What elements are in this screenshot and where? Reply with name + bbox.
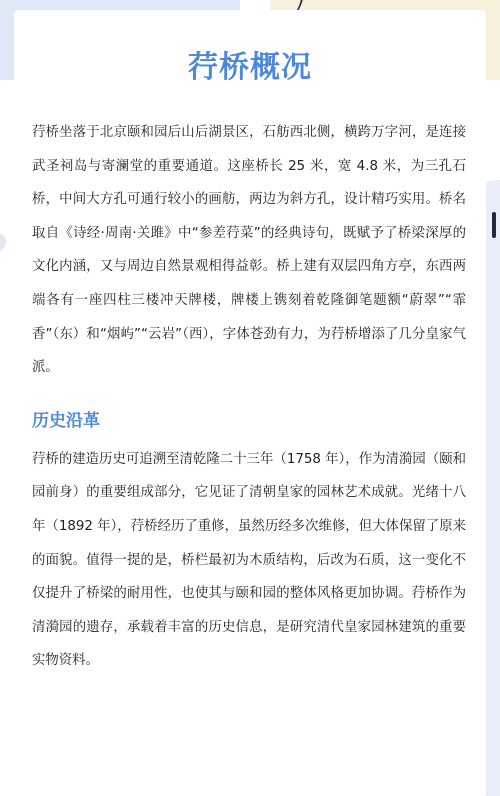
page-title: 荇桥概况 (188, 50, 312, 85)
intro-paragraph: 荇桥坐落于北京颐和园后山后湖景区，石舫西北侧，横跨万字河，是连接武圣祠岛与寄澜堂的重要通道。这座桥长 25 米，宽 4.8 米，为三孔石桥，中间大方孔可通行较小的画舫，两边为斜方孔，设计精巧实用。桥名取自《诗经·周南·关雎》中“参差荇菜”的经典诗句，既赋予了桥梁深厚的文化内涵，又与周边自然景观相得益彰。桥上建有双层四角方亭，东西两端各有一座四柱三楼冲天牌楼，牌楼上镌刻着乾隆御笔题额“蔚翠”“霏香”（东）和“烟屿”“云岩”（西），字体苍劲有力，为荇桥增添了几分皇家气派。 (32, 125, 466, 376)
decor-dark-mark (492, 212, 496, 238)
history-heading: 历史沿革 (32, 410, 100, 431)
history-paragraph: 荇桥的建造历史可追溯至清乾隆二十三年（1758 年），作为清漪园（颐和园前身）的重要组成部分，它见证了清朝皇家的园林艺术成就。光绪十八年（1892 年），荇桥经历了重修，虽然历经多次维修，但大体保留了原来的面貌。值得一提的是，桥栏最初为木质结构，后改为石质，这一变化不仅提升了桥梁的耐用性，也使其与颐和园的整体风格更加协调。荇桥作为清漪园的遗存，承载着丰富的历史信息，是研究清代皇家园林建筑的重要实物资料。 (32, 451, 466, 669)
content-card (14, 10, 486, 796)
decor-shape-left-nub (0, 232, 6, 252)
